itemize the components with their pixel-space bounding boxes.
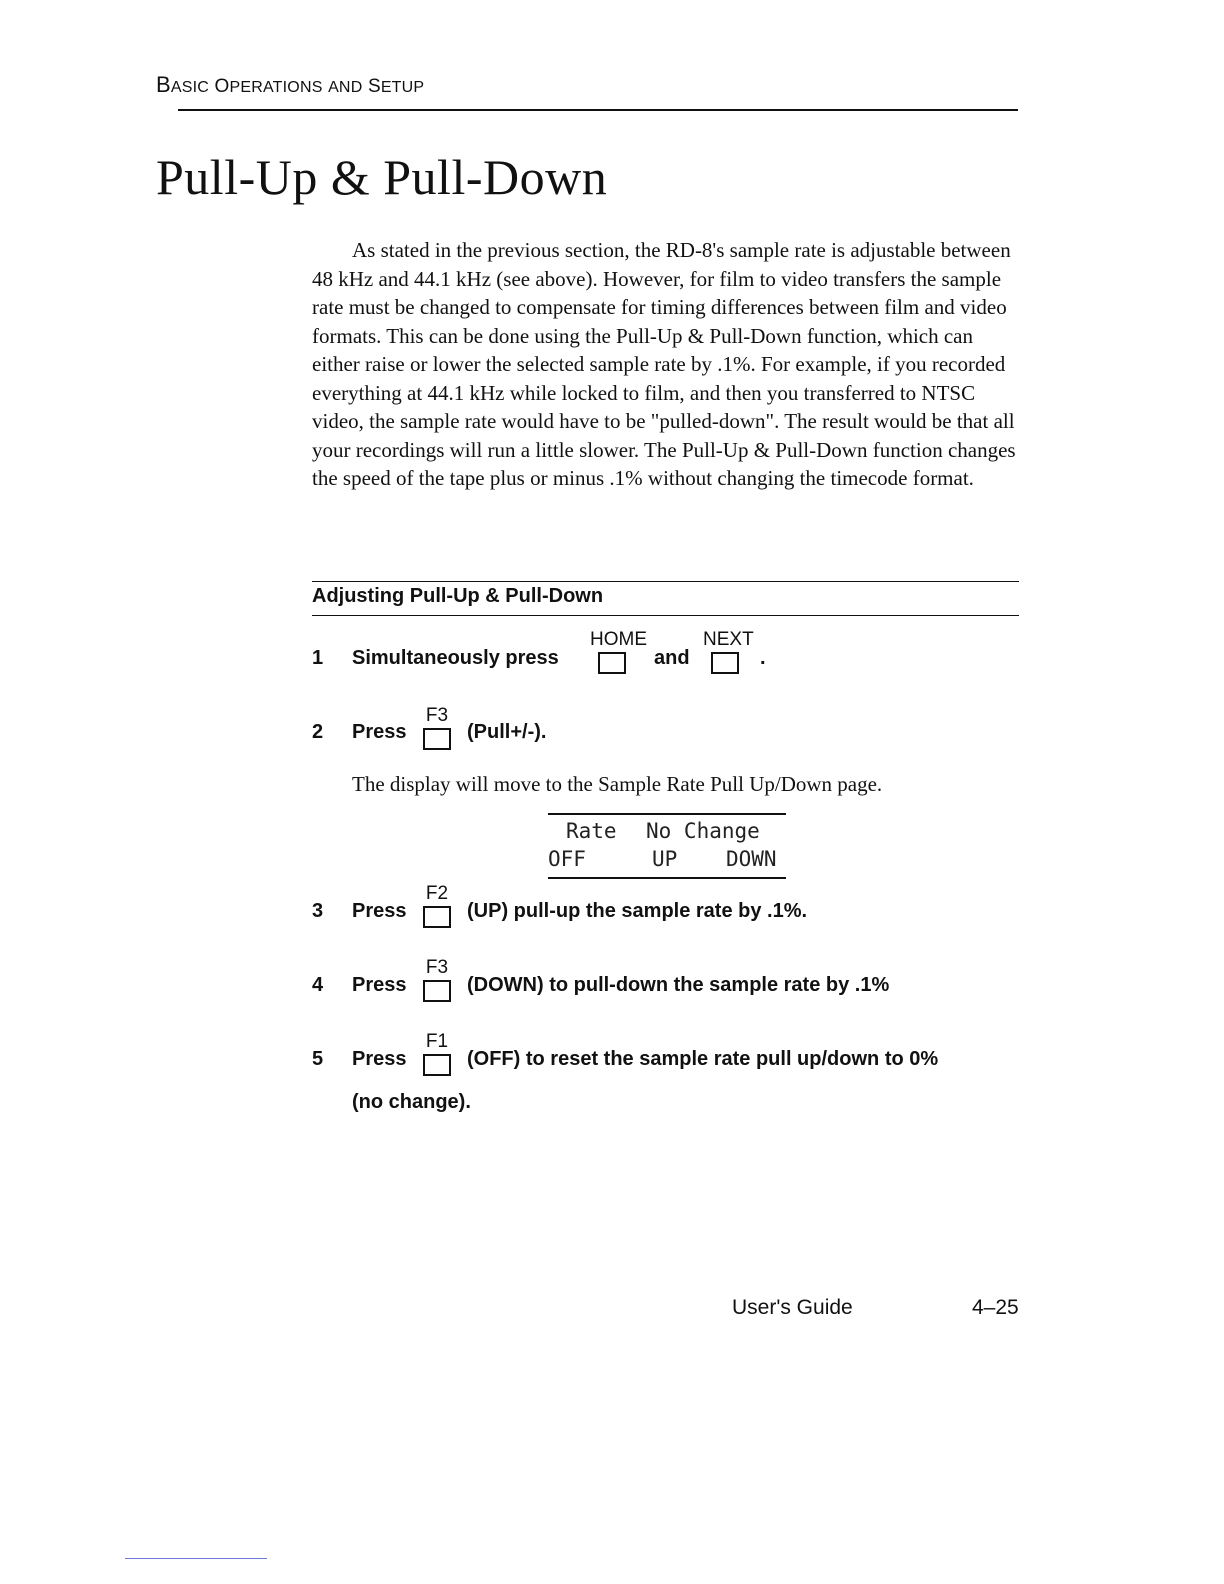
header-rule (178, 109, 1018, 111)
f2-key-label: F2 (425, 883, 449, 904)
home-key-label: HOME (590, 629, 647, 650)
section-rule-top (312, 581, 1019, 582)
step-text: . (760, 647, 766, 669)
page-title: Pull-Up & Pull-Down (156, 149, 608, 205)
section-heading: Adjusting Pull-Up & Pull-Down (312, 585, 604, 607)
step-text: (UP) pull-up the sample rate by .1%. (467, 900, 808, 922)
step-text-continued: (no change). (352, 1091, 471, 1113)
step-text: Press (352, 721, 407, 743)
running-head: BASIC OPERATIONS AND SETUP (156, 72, 425, 97)
f1-key (415, 1032, 459, 1078)
f3-key-label: F3 (425, 957, 449, 978)
key-icon (711, 652, 739, 674)
step-number: 4 (312, 974, 324, 996)
page-number: 4–25 (972, 1296, 1019, 1319)
step-number: 1 (312, 647, 324, 669)
next-key-label: NEXT (703, 629, 754, 650)
lcd-status: No Change (646, 819, 760, 843)
f2-key (415, 884, 459, 930)
home-key (590, 629, 647, 676)
f3-key (415, 706, 459, 752)
lcd-down: DOWN (726, 847, 777, 871)
display-note: The display will move to the Sample Rate Pull Up/Down page. (352, 772, 883, 796)
footer-guide: User's Guide (732, 1296, 853, 1319)
lcd-off: OFF (548, 847, 586, 871)
lcd-rule-bottom (548, 877, 786, 879)
key-icon (423, 1054, 451, 1076)
bottom-link-line (125, 1558, 267, 1559)
step-text: (Pull+/-). (467, 721, 547, 743)
key-icon (423, 906, 451, 928)
f3-key-label: F3 (425, 705, 449, 726)
key-icon (598, 652, 626, 674)
step-text: (OFF) to reset the sample rate pull up/down to 0% (467, 1048, 939, 1070)
intro-paragraph (312, 236, 1024, 493)
lcd-up: UP (652, 847, 678, 871)
lcd-rule-top (548, 813, 786, 815)
key-icon (423, 980, 451, 1002)
step-number: 5 (312, 1048, 324, 1070)
step-text: Press (352, 974, 407, 996)
step-text: and (654, 647, 690, 669)
step-number: 3 (312, 900, 324, 922)
lcd-display (548, 813, 786, 879)
f1-key-label: F1 (425, 1031, 449, 1052)
step-text: (DOWN) to pull-down the sample rate by .1% (467, 974, 890, 996)
step-text: Press (352, 1048, 407, 1070)
key-icon (423, 728, 451, 750)
section-rule-bottom (312, 615, 1019, 616)
step-text: Press (352, 900, 407, 922)
f3-key (415, 958, 459, 1004)
step-text: Simultaneously press (352, 647, 559, 669)
step-number: 2 (312, 721, 324, 743)
next-key (703, 629, 754, 676)
intro-text: As stated in the previous section, the RD-8's sample rate is adjustable between 48 kHz and 44.1 kHz (see above). However, for film to video transfers the sample rate must be changed to compensate for timing differences between film and video formats. This can be done using the Pull-Up & Pull-Down function, which can either raise or lower the selected sample rate by .1%. For example, if you recorded everything at 44.1 kHz while locked to film, and then you transferred to NTSC video, the sample rate would have to be "pulled-down". The result would be that all your recordings will run a little slower. The Pull-Up & Pull-Down function changes the speed of the tape plus or minus .1% without changing the timecode format. (312, 238, 1016, 490)
lcd-rate: Rate (566, 819, 617, 843)
